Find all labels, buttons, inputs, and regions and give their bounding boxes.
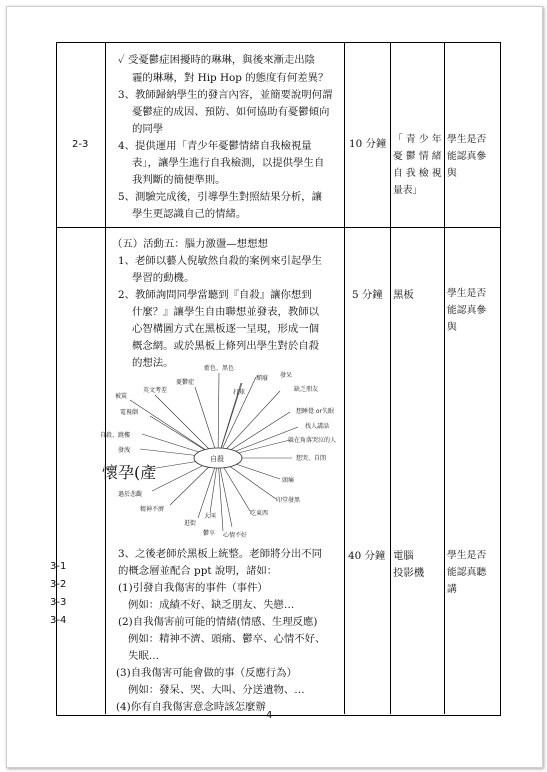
mind-map-big-label: 懷孕(產 xyxy=(102,463,157,482)
resource-cell: 黑板 xyxy=(393,289,414,301)
assessment-line: 學生是否 xyxy=(447,288,487,299)
activity-line: 霾的琳琳，對 Hip Hop 的態度有何差異？ xyxy=(132,72,329,84)
activity-line: 例如：發呆、哭、大叫、分送遺物、… xyxy=(128,684,305,696)
activity-line: 學習的動機。 xyxy=(132,272,195,284)
resource-line: 自 我 檢 視 xyxy=(393,168,442,179)
mind-map-word: 找人講話 xyxy=(305,423,330,430)
assessment-line: 與 xyxy=(447,322,457,333)
activity-line: 1、老師以藝人倪敏然自殺的案例來引起學生 xyxy=(118,255,323,267)
mind-map-center-label: 自殺 xyxy=(210,455,224,463)
mind-map-word: 心情不好 xyxy=(223,532,248,539)
activity-line: 我判斷的簡便準則。 xyxy=(132,174,226,186)
activity-line: 3、教師歸納學生的發言內容，並簡要說明何謂 xyxy=(118,89,333,101)
mind-map-word: 藍色、黑色 xyxy=(204,365,235,372)
mind-map-word: 想睡覺 or失眠 xyxy=(296,408,335,415)
activity-line: 失眠… xyxy=(128,650,160,662)
mind-map-word: 想哭、自閉 xyxy=(296,455,327,462)
mind-map-word: 憂鬱症 xyxy=(176,379,195,386)
time-cell: 5 分鐘 xyxy=(352,289,383,301)
section-code: 3-1 xyxy=(50,561,67,572)
mind-map-word: 躲在角落哭泣的人 xyxy=(288,437,337,444)
section-code: 3-2 xyxy=(50,579,67,590)
mind-map-word: 大叫 xyxy=(204,513,217,520)
section-code: 3-4 xyxy=(50,615,67,626)
mind-map-word: 英文考差 xyxy=(143,387,168,394)
mind-map xyxy=(100,355,350,545)
activity-line: 概念網。或於黑板上條列出學生對於自殺 xyxy=(132,340,320,352)
activity-line: ✓ 受憂鬱症困擾時的琳琳，與後來漸走出陰 xyxy=(118,54,316,66)
activity-line: (1)引發自我傷害的事件（事件） xyxy=(118,582,268,594)
mind-map-word: 發呆 xyxy=(280,372,293,379)
page-number: 4 xyxy=(266,710,273,721)
section-code: 2-3 xyxy=(72,139,89,150)
activity-line: 的概念層並配合 ppt 說明，諸如： xyxy=(118,565,278,577)
section-code: 3-3 xyxy=(50,597,67,608)
mind-map-word: 發洩 xyxy=(118,447,131,454)
assessment-line: 能認真參 xyxy=(447,305,487,316)
activity-line: 的同學 xyxy=(132,123,164,135)
activity-line: (3)自我傷害可能會做的事（反應行為） xyxy=(116,667,297,679)
mind-map-word: 被罵 xyxy=(115,393,128,400)
assessment-line: 能認真參 xyxy=(447,151,487,162)
activity-line: 5、測驗完成後，引導學生對照結果分析，讓 xyxy=(118,191,323,203)
mind-map-word: 缺乏朋友 xyxy=(294,386,319,393)
activity-line: 4、提供運用「青少年憂鬱情緒自我檢視量 xyxy=(118,140,312,152)
mind-map-word: 鬱卒 xyxy=(203,530,216,537)
activity-line: 的想法。 xyxy=(132,357,174,369)
column-divider xyxy=(444,42,445,714)
activity-line: (2)自我傷害前可能的情緒(情感、生理反應) xyxy=(118,616,318,628)
activity-heading: （五）活動五：腦力激盪—想想想 xyxy=(112,238,268,250)
time-cell: 10 分鐘 xyxy=(349,138,387,150)
activity-line: 憂鬱症的成因、預防、如何協助有憂鬱傾向 xyxy=(132,106,330,118)
mind-map-word: 自殺、跳樓 xyxy=(100,432,131,439)
assessment-line: 學生是否 xyxy=(447,134,487,145)
resource-line: 電腦 xyxy=(393,550,414,562)
time-cell: 40 分鐘 xyxy=(348,550,386,562)
mind-map-word: 印堂發黑 xyxy=(276,497,301,504)
mind-map-word: 電視劇 xyxy=(120,409,139,416)
activity-line: (4)你有自我傷害意念時該怎麼辦 xyxy=(116,701,266,713)
activity-line: 3、之後老師於黑板上統整。老師將分出不同 xyxy=(118,548,323,560)
column-divider xyxy=(390,42,391,714)
resource-line: 憂 鬱 情 緒 xyxy=(393,151,442,162)
activity-line: 例如：成績不好、缺乏朋友、失戀… xyxy=(128,599,295,611)
assessment-line: 能認真聽 xyxy=(447,567,487,578)
mind-map-word: 逛街 xyxy=(184,520,197,527)
mind-map-word: 過於悲觀 xyxy=(118,491,143,498)
resource-line: 投影機 xyxy=(393,567,425,579)
mind-map-word: 精神不濟 xyxy=(140,506,165,513)
activity-line: 表」，讓學生進行自我檢測，以提供學生自 xyxy=(132,157,325,169)
row-divider xyxy=(56,227,500,228)
assessment-line: 與 xyxy=(447,168,457,179)
mind-map-word: 吃東西 xyxy=(250,510,269,517)
assessment-line: 講 xyxy=(447,584,457,595)
resource-line: 量表」 xyxy=(393,185,423,196)
activity-line: 學生更認識自己的情緒。 xyxy=(132,208,247,220)
mind-map-word: 頭痛 xyxy=(282,477,295,484)
activity-line: 2、教師詢問同學當聽到『自殺』讓你想到 xyxy=(118,289,312,301)
mind-map-word: 頹廢 xyxy=(256,375,269,382)
resource-line: 「 青 少 年 xyxy=(393,134,442,145)
activity-line: 什麼？』讓學生自由聯想並發表，教師以 xyxy=(132,306,320,318)
assessment-line: 學生是否 xyxy=(447,550,487,561)
mind-map-word: 打球 xyxy=(233,389,246,396)
activity-line: 心智構圖方式在黑板逐一呈現，形成一個 xyxy=(132,323,320,335)
activity-line: 例如：精神不濟、頭痛、鬱卒、心情不好、 xyxy=(128,633,326,645)
